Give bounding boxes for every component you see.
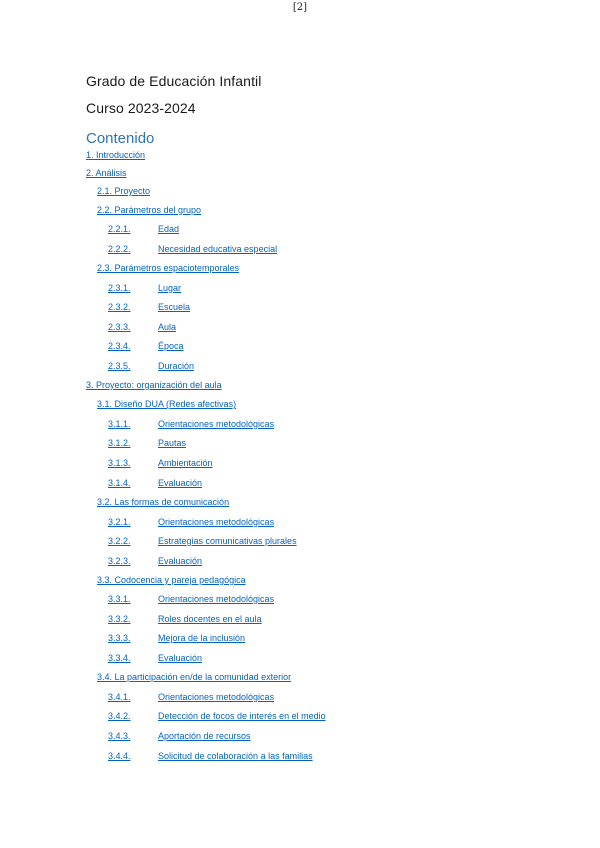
toc-entry-text: Mejora de la inclusión [158, 633, 246, 643]
toc-entry-number: 2.3.4. [108, 341, 131, 351]
toc-entry[interactable] [108, 711, 408, 723]
toc-entry-text: Evaluación [158, 478, 203, 488]
toc-entry[interactable] [108, 536, 408, 548]
toc-entry[interactable]: 1. Introducción [86, 150, 146, 160]
toc-entry[interactable] [108, 438, 408, 450]
toc-entry-text: Orientaciones metodológicas [158, 517, 275, 527]
toc-entry-text: Pautas [158, 438, 187, 448]
toc-entry-number: 2.3.2. [108, 302, 131, 312]
toc-entry-number: 3.4.2. [108, 711, 131, 721]
toc-entry[interactable]: 2.2. Parámetros del grupo [97, 205, 202, 215]
toc-entry-text: Orientaciones metodológicas [158, 419, 275, 429]
toc-entry[interactable] [108, 478, 408, 490]
toc-entry-number: 3.2.1. [108, 517, 131, 527]
toc-entry[interactable] [108, 322, 408, 334]
toc-entry-text: Duración [158, 361, 195, 371]
toc-entry[interactable]: 3.1. Diseño DUA (Redes afectivas) [97, 399, 237, 409]
toc-entry[interactable] [108, 244, 408, 256]
toc-entry-number: 3.4.3. [108, 731, 131, 741]
toc-entry[interactable] [108, 361, 408, 373]
toc-entry[interactable]: 2.3. Parámetros espaciotemporales [97, 263, 240, 273]
toc-entry[interactable] [108, 283, 408, 295]
toc-entry[interactable] [108, 419, 408, 431]
toc-entry[interactable] [108, 731, 408, 743]
toc-entry-text: Aula [158, 322, 177, 332]
toc-entry-text: Orientaciones metodológicas [158, 692, 275, 702]
toc-entry-number: 2.2.1. [108, 224, 131, 234]
toc-entry-number: 3.3.3. [108, 633, 131, 643]
toc-entry[interactable] [108, 653, 408, 665]
toc-entry-number: 3.1.2. [108, 438, 131, 448]
toc-entry-number: 2.2.2. [108, 244, 131, 254]
toc-entry[interactable] [108, 614, 408, 626]
toc-entry-text: Edad [158, 224, 180, 234]
toc-entry[interactable] [108, 751, 408, 763]
toc-entry[interactable] [108, 594, 408, 606]
toc-entry-number: 2.3.5. [108, 361, 131, 371]
toc-entry[interactable] [108, 458, 408, 470]
toc-entry[interactable]: 3.2. Las formas de comunicación [97, 497, 230, 507]
toc-entry-text: Roles docentes en el aula [158, 614, 262, 624]
toc-entry[interactable] [108, 633, 408, 645]
toc-entry[interactable] [108, 692, 408, 704]
toc-entry[interactable]: 3.4. La participación en/de la comunidad exterior [97, 672, 292, 682]
toc-entry[interactable] [108, 556, 408, 568]
toc-entry[interactable]: 3.3. Codocencia y pareja pedagógica [97, 575, 246, 585]
toc-entry[interactable] [108, 341, 408, 353]
course-heading: Curso 2023-2024 [86, 100, 196, 116]
toc-entry-number: 2.3.1. [108, 283, 131, 293]
toc-entry-text: Solicitud de colaboración a las familias [158, 751, 313, 761]
toc-entry[interactable] [108, 224, 408, 236]
toc-entry-number: 3.3.1. [108, 594, 131, 604]
toc-entry[interactable] [108, 517, 408, 529]
toc-entry-text: Evaluación [158, 653, 203, 663]
page-number: [2] [292, 2, 308, 13]
toc-entry-text: Lugar [158, 283, 182, 293]
toc-entry-number: 3.3.2. [108, 614, 131, 624]
toc-entry-text: Ambientación [158, 458, 213, 468]
toc-entry[interactable]: 2.1. Proyecto [97, 186, 151, 196]
toc-entry[interactable] [108, 302, 408, 314]
toc-entry-number: 2.3.3. [108, 322, 131, 332]
degree-heading: Grado de Educación Infantil [86, 73, 262, 89]
toc-entry-number: 3.4.4. [108, 751, 131, 761]
toc-entry-text: Orientaciones metodológicas [158, 594, 275, 604]
toc-entry-text: Época [158, 341, 184, 351]
toc-title: Contenido [86, 130, 155, 147]
toc-entry[interactable]: 3. Proyecto: organización del aula [86, 380, 222, 390]
toc-entry-text: Necesidad educativa especial [158, 244, 278, 254]
toc-entry-number: 3.4.1. [108, 692, 131, 702]
toc-entry-text: Estrategias comunicativas plurales [158, 536, 297, 546]
toc-entry-text: Evaluación [158, 556, 203, 566]
toc-entry-number: 3.2.3. [108, 556, 131, 566]
toc-entry-number: 3.2.2. [108, 536, 131, 546]
toc-entry-text: Escuela [158, 302, 191, 312]
toc-entry-number: 3.1.1. [108, 419, 131, 429]
toc-entry-number: 3.1.3. [108, 458, 131, 468]
toc-entry-text: Detección de focos de interés en el medio [158, 711, 326, 721]
toc-entry[interactable]: 2. Análisis [86, 168, 127, 178]
toc-entry-number: 3.1.4. [108, 478, 131, 488]
toc-entry-number: 3.3.4. [108, 653, 131, 663]
toc-entry-text: Aportación de recursos [158, 731, 251, 741]
